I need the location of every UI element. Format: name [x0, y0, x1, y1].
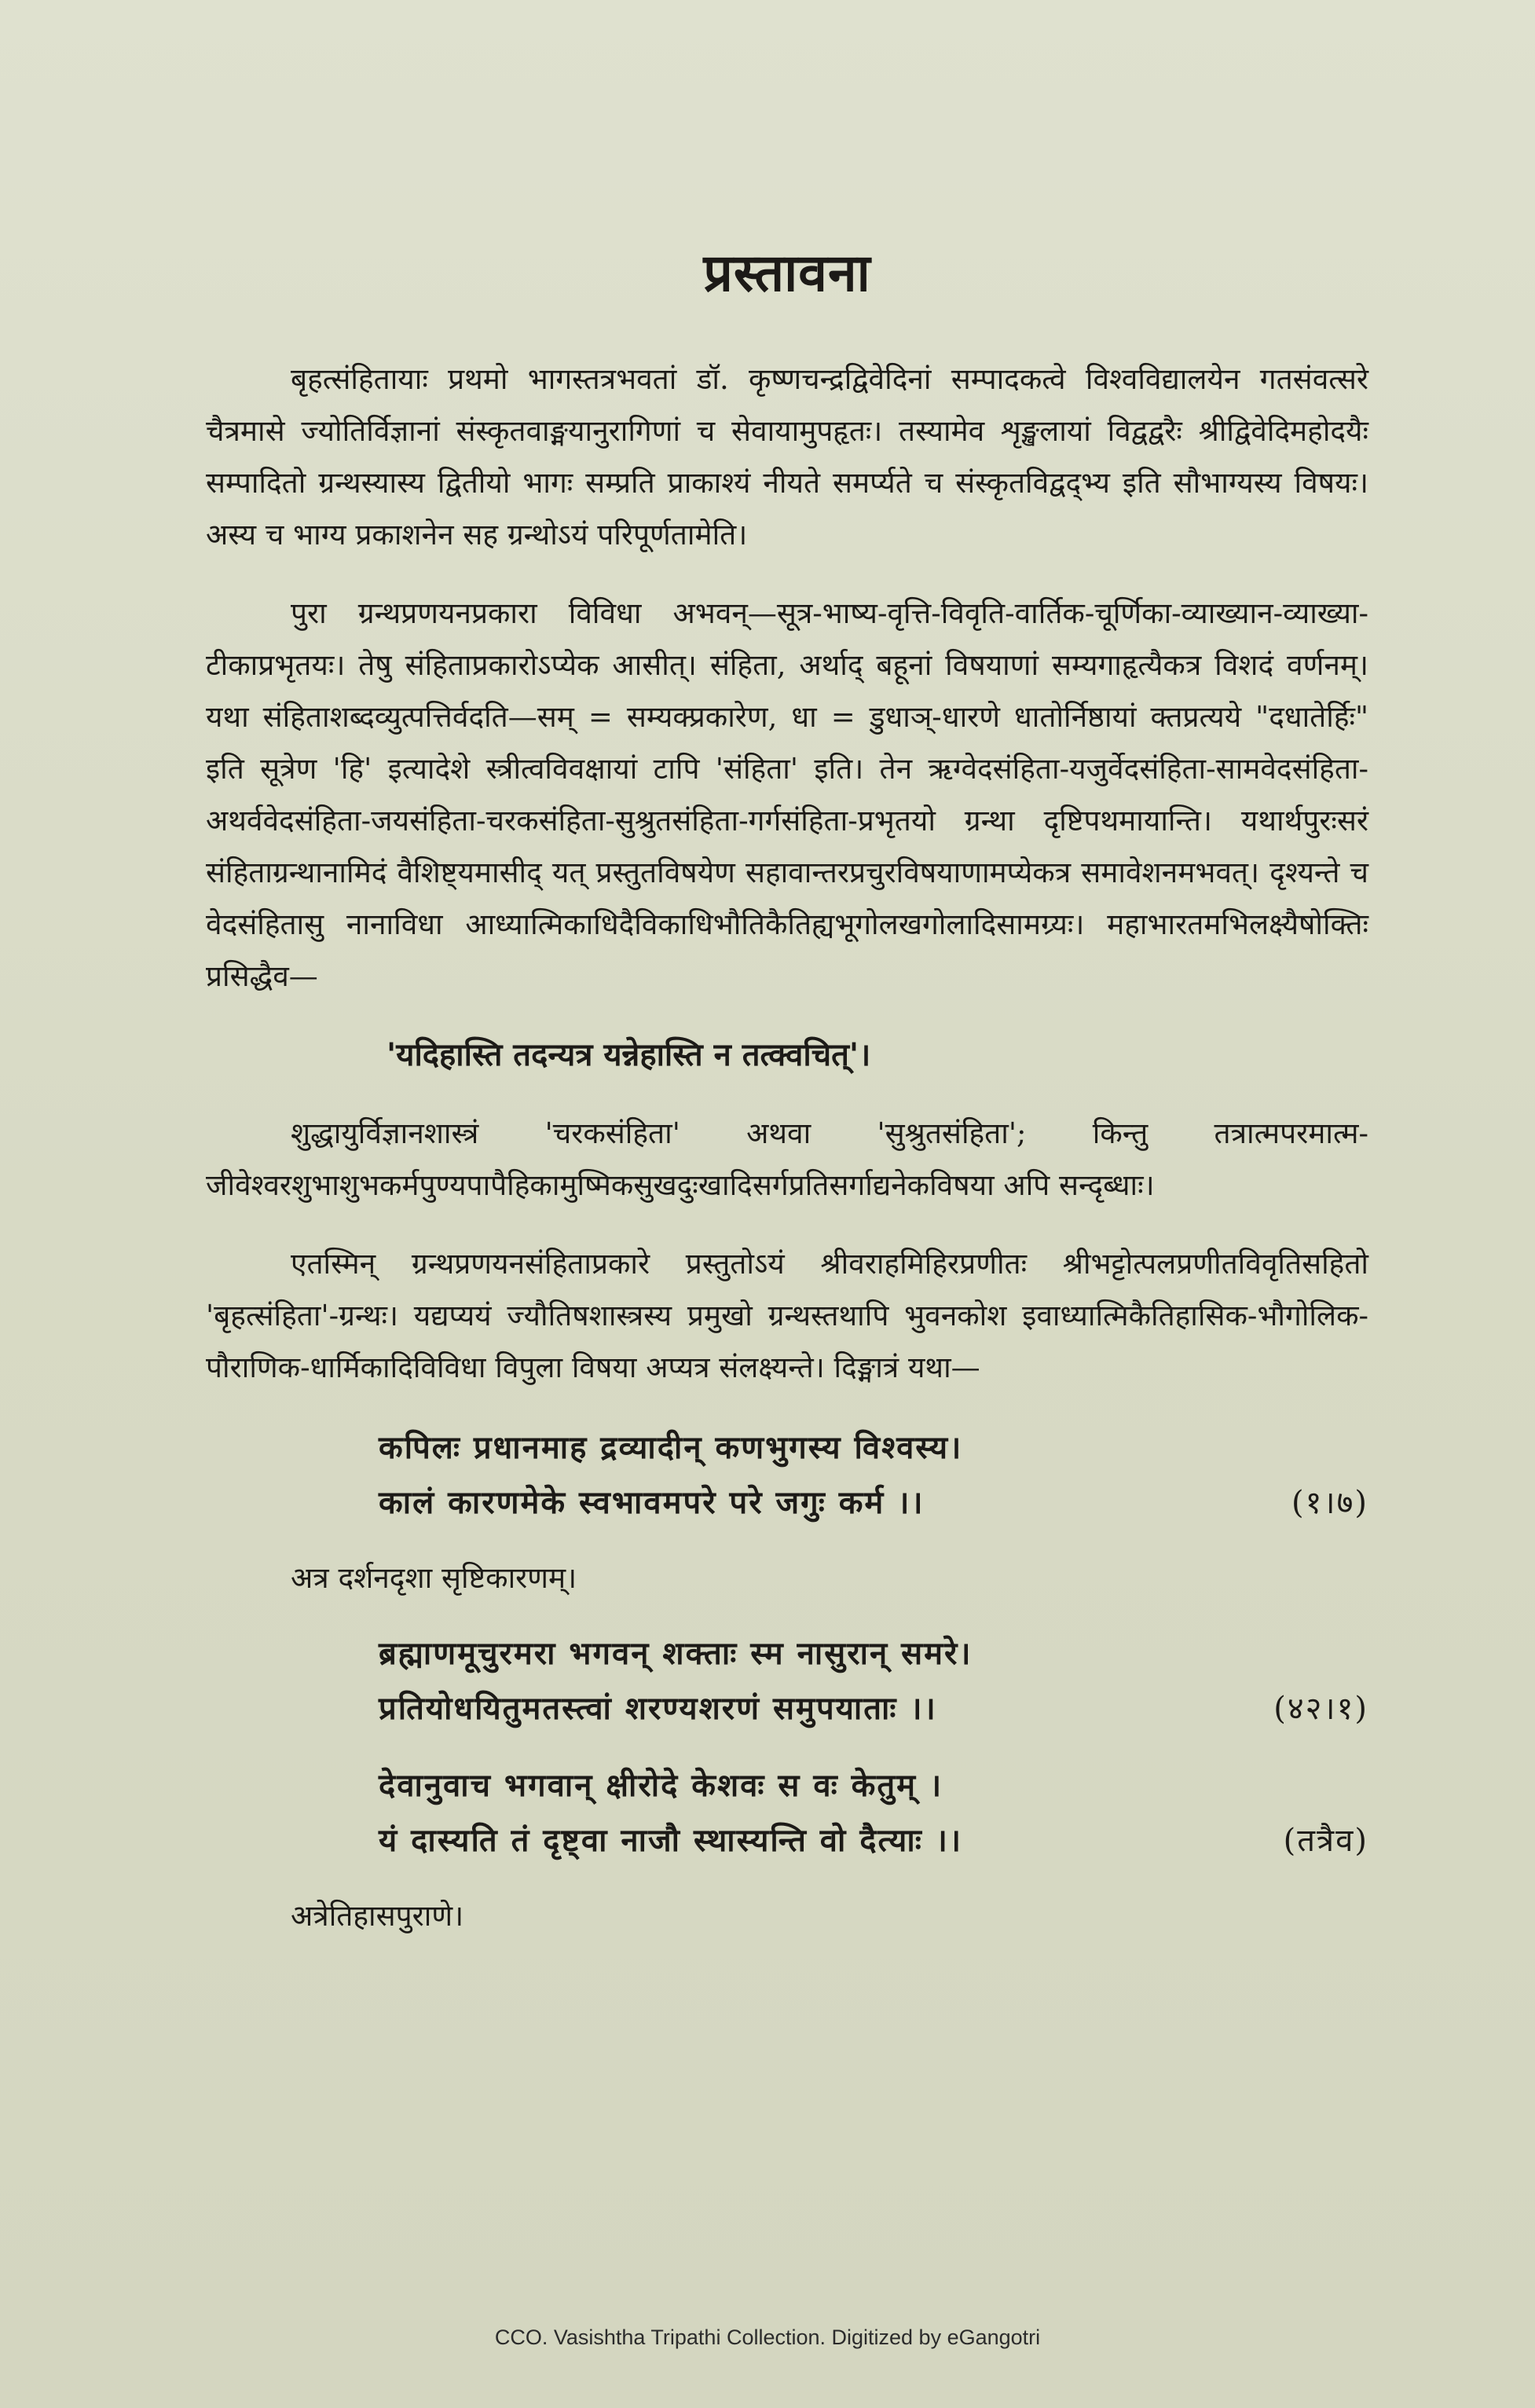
digitization-footer: CCO. Vasishtha Tripathi Collection. Digitized by eGangotri: [494, 2326, 1041, 2349]
verse-1-text-2: कालं कारणमेके स्वभावमपरे परे जगुः कर्म ।।: [379, 1484, 925, 1521]
verse-2-text-1: ब्रह्माणमूचुरमरा भगवन् शक्ताः स्म नासुरान् समरे।: [379, 1635, 973, 1672]
verse-2-reference: (४२।१): [1273, 1691, 1368, 1727]
verse-1-reference: (१।७): [1291, 1485, 1368, 1521]
verse-3-reference: (तत्रैव): [1283, 1823, 1368, 1859]
paragraph-2: पुरा ग्रन्थप्रणयनप्रकारा विविधा अभवन्—सूत्र-भाष्य-वृत्ति-विवृति-वार्तिक-चूर्णिका-व्याख्यान-व्याख्या-टीकाप्रभृतयः। तेषु संहिताप्रकारोऽप्येक आसीत्। संहिता, अर्थाद् बहूनां विषयाणां सम्यगाहृत्यैकत्र विशदं वर्णनम्। यथा संहिताशब्दव्युत्पत्तिर्वदति—सम् = सम्यक्प्रकारेण, धा = डुधाञ्-धारणे धातोर्निष्ठायां क्तप्रत्यये "दधातेर्हिः" इति सूत्रेण 'हि' इत्यादेशे स्त्रीत्वविवक्षायां टापि 'संहिता' इति। तेन ऋग्वेदसंहिता-यजुर्वेदसंहिता-सामवेदसंहिता-अथर्ववेदसंहिता-जयसंहिता-चरकसंहिता-सुश्रुतसंहिता-गर्गसंहिता-प्रभृतयो ग्रन्था दृष्टिपथमायान्ति। यथार्थपुरःसरं संहिताग्रन्थानामिदं वैशिष्ट्यमासीद् यत् प्रस्तुतविषयेण सहावान्तरप्रचुरविषयाणामप्येकत्र समावेशनमभवत्। दृश्यन्ते च वेदसंहितासु नानाविधा आध्यात्मिकाधिदैविकाधिभौतिकैतिह्यभूगोलखगोलादिसामग्र्यः। महाभारतमभिलक्ष्यैषोक्तिः प्रसिद्धैव—: [206, 596, 1368, 993]
verse-1: [379, 1420, 1368, 1530]
quoted-line: 'यदिहास्ति तदन्यत्र यन्नेहास्ति न तत्क्वचित्'।: [386, 1036, 871, 1073]
verse-3: [379, 1758, 1368, 1868]
paragraph-3: शुद्धायुर्विज्ञानशास्त्रं 'चरकसंहिता' अथवा 'सुश्रुतसंहिता'; किन्तु तत्रात्मपरमात्म-जीवेश्वरशुभाशुभकर्मपुण्यपापैहिकामुष्मिकसुखदुःखादिसर्गप्रतिसर्गाद्यनेकविषया अपि सन्दृब्धाः।: [206, 1116, 1368, 1202]
verse-2-line-1: [379, 1626, 1368, 1681]
page-title: प्रस्तावना: [703, 242, 871, 303]
paragraph-1: बृहत्संहितायाः प्रथमो भागस्तत्रभवतां डॉ. कृष्णचन्द्रद्विवेदिनां सम्पादकत्वे विश्वविद्यालयेन गतसंवत्सरे चैत्रमासे ज्योतिर्विज्ञानां संस्कृतवाङ्मयानुरागिणां च सेवायामुपहृतः। तस्यामेव शृङ्खलायां विद्वद्वरैः श्रीद्विवेदिमहोदयैः सम्पादितो ग्रन्थस्यास्य द्वितीयो भागः सम्प्रति प्राकाश्यं नीयते समर्प्यते च संस्कृतविद्वद्भ्य इति सौभाग्यस्य विषयः। अस्य च भाग्य प्रकाशनेन सह ग्रन्थोऽयं परिपूर्णतामेति।: [206, 362, 1368, 552]
note-2: अत्रेतिहासपुराणे।: [291, 1899, 464, 1933]
verse-3-line-2: [379, 1813, 1368, 1868]
verse-1-line-1: [379, 1420, 1368, 1475]
paragraph-4: एतस्मिन् ग्रन्थप्रणयनसंहिताप्रकारे प्रस्तुतोऽयं श्रीवराहमिहिरप्रणीतः श्रीभट्टोत्पलप्रणीतविवृतिसहितो 'बृहत्संहिता'-ग्रन्थः। यद्यप्ययं ज्यौतिषशास्त्रस्य प्रमुखो ग्रन्थस्तथापि भुवनकोश इवाध्यात्मिकैतिहासिक-भौगोलिक-पौराणिक-धार्मिकादिविविधा विपुला विषया अप्यत्र संलक्ष्यन्ते। दिङ्मात्रं यथा—: [206, 1247, 1368, 1384]
verse-3-line-1: [379, 1758, 1368, 1813]
verse-1-line-2: [379, 1475, 1368, 1530]
page-content: [206, 236, 1368, 1964]
note-1: अत्र दर्शनदृशा सृष्टिकारणम्।: [291, 1561, 577, 1595]
verse-2-line-2: [379, 1681, 1368, 1736]
verse-3-text-1: देवानुवाच भगवान् क्षीरोदे केशवः स वः केतुम् ।: [379, 1767, 943, 1804]
verse-3-text-2: यं दास्यति तं दृष्ट्वा नाजौ स्थास्यन्ति वो दैत्याः ।।: [379, 1822, 963, 1859]
verse-2-text-2: प्रतियोधयितुमतस्त्वां शरण्यशरणं समुपयाताः ।।: [379, 1690, 937, 1727]
verse-1-text-1: कपिलः प्रधानमाह द्रव्यादीन् कणभुगस्य विश्वस्य।: [379, 1429, 963, 1466]
verse-2: [379, 1626, 1368, 1736]
